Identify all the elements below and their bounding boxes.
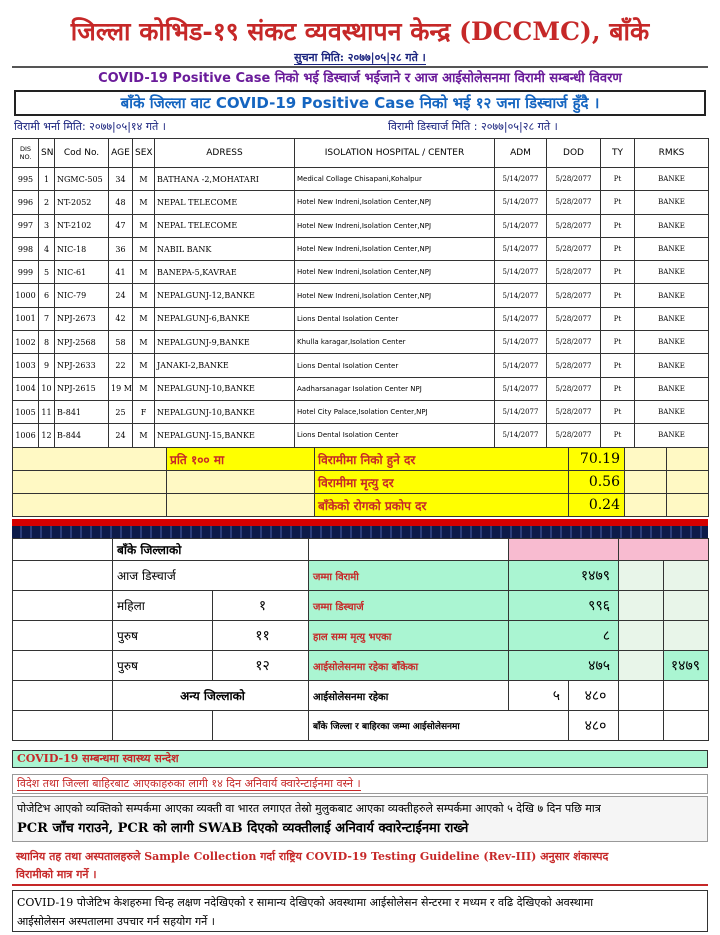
cell-dod-date: 5/28/2077 [547, 331, 601, 354]
cell-address: NEPALGUNJ-10,BANKE [155, 400, 295, 423]
cell-sex: M [133, 424, 155, 447]
summary-blank [309, 539, 509, 561]
cell-dis-no: 1004 [13, 377, 39, 400]
cell-isolation-center: Hotel City Palace,Isolation Center,NPJ [295, 400, 495, 423]
cell-type: Pt [601, 214, 635, 237]
male-total-label: पुरुष [113, 651, 213, 681]
cell-sex: M [133, 331, 155, 354]
cell-age: 42 [109, 307, 133, 330]
female-value: १ [213, 591, 309, 621]
stats-blank [667, 494, 709, 517]
cell-adm-date: 5/14/2077 [495, 191, 547, 214]
subtitle-discharge-details: COVID-19 Positive Case निको भई डिस्चार्ज भईजाने र आज आईसोलेसनमा विरामी सम्बन्धी विवरण [98, 71, 622, 86]
red-divider [12, 519, 708, 526]
stats-blank [167, 471, 315, 494]
cell-adm-date: 5/14/2077 [495, 168, 547, 191]
table-row [13, 400, 709, 423]
cell-sn: 5 [39, 261, 55, 284]
summary-table [12, 538, 709, 741]
cell-dis-no: 1002 [13, 331, 39, 354]
page-title: जिल्ला कोभिड-१९ संकट व्यवस्थापन केन्द्र (DCCMC), बाँके [70, 17, 650, 46]
cell-type: Pt [601, 331, 635, 354]
cell-code: NIC-18 [55, 237, 109, 260]
cell-address: JANAKI-2,BANKE [155, 354, 295, 377]
summary-blank [13, 651, 113, 681]
cell-type: Pt [601, 307, 635, 330]
cell-sex: F [133, 400, 155, 423]
cell-dis-no: 1003 [13, 354, 39, 377]
cell-dod-date: 5/28/2077 [547, 400, 601, 423]
summary-blank [664, 711, 709, 741]
cell-type: Pt [601, 191, 635, 214]
col-adm: ADM [495, 139, 547, 168]
summary-blank [619, 591, 664, 621]
summary-blank [13, 539, 113, 561]
cell-isolation-center: Hotel New Indreni,Isolation Center,NPJ [295, 237, 495, 260]
cell-remarks: BANKE [635, 168, 709, 191]
summary-blank [13, 711, 113, 741]
note-pcr-line1: पोजेटिभ आएको व्यक्तिको सम्पर्कमा आएका व्यक्ती वा भारत लगाएत तेस्रो मुलुकबाट आएका व्यक्तीहरुले सम्पर्कमा आएको ५ देखि ७ दिन पछि मात्र [17, 802, 601, 815]
stats-blank [625, 494, 667, 517]
note-treatment-line1: COVID-19 पोजेटिभ केशहरुमा चिन्ह लक्षण नदेखिएको र सामान्य देखिएको अवस्थामा आईसोलेसन सेन्टरमा र मध्यम र वढि देखिएको अवस्थामा [17, 896, 594, 909]
isolation-banke-label: आईसोलेसनमा रहेका बाँकेका [309, 651, 509, 681]
table-row [13, 377, 709, 400]
outbreak-rate-label: बाँकेको रोगको प्रकोप दर [315, 494, 569, 517]
rate-stats [12, 447, 709, 517]
stats-blank [167, 494, 315, 517]
cell-type: Pt [601, 377, 635, 400]
total-patients-value: १४७९ [509, 561, 619, 591]
summary-blank [509, 539, 619, 561]
summary-blank [619, 539, 709, 561]
cell-code: B-841 [55, 400, 109, 423]
cell-type: Pt [601, 168, 635, 191]
note-quarantine-text: विदेश तथा जिल्ला बाहिरबाट आएकाहरुका लागी १४ दिन अनिवार्य क्वारेन्टाईनमा वस्ने । [17, 777, 361, 790]
cell-age: 36 [109, 237, 133, 260]
discharge-table [12, 138, 709, 448]
cell-sn: 10 [39, 377, 55, 400]
cell-dod-date: 5/28/2077 [547, 307, 601, 330]
cell-sex: M [133, 261, 155, 284]
cell-sex: M [133, 168, 155, 191]
today-discharge-label: आज डिस्चार्ज [113, 561, 309, 591]
cell-sn: 11 [39, 400, 55, 423]
note-sample-line2: विरामीको मात्र गर्ने । [16, 868, 97, 881]
cell-type: Pt [601, 284, 635, 307]
total-discharge-label: जम्मा डिस्चार्ज [309, 591, 509, 621]
note-sample-collection [12, 846, 708, 886]
col-dod: DOD [547, 139, 601, 168]
cell-code: NPJ-2673 [55, 307, 109, 330]
admit-date: विरामी भर्ना मिति: २०७७|०५|१४ गते । [14, 120, 166, 133]
cell-type: Pt [601, 424, 635, 447]
cell-sn: 9 [39, 354, 55, 377]
cell-age: 58 [109, 331, 133, 354]
stats-blank [667, 471, 709, 494]
note-sample-line1: स्थानिय तह तथा अस्पतालहरुले Sample Collection गर्दा राष्ट्रिय COVID-19 Testing Guideline (Rev-III) अनुसार शंकास्पद [16, 850, 609, 863]
cell-address: NEPALGUNJ-15,BANKE [155, 424, 295, 447]
cell-adm-date: 5/14/2077 [495, 377, 547, 400]
cell-dis-no: 1006 [13, 424, 39, 447]
cell-code: NPJ-2568 [55, 331, 109, 354]
cell-sn: 1 [39, 168, 55, 191]
cell-code: NIC-79 [55, 284, 109, 307]
cell-address: NEPALGUNJ-10,BANKE [155, 377, 295, 400]
cell-remarks: BANKE [635, 284, 709, 307]
cell-age: 25 [109, 400, 133, 423]
outbreak-rate-value: 0.24 [569, 494, 625, 517]
cell-dis-no: 1005 [13, 400, 39, 423]
cell-dis-no: 998 [13, 237, 39, 260]
cell-dod-date: 5/28/2077 [547, 424, 601, 447]
cell-remarks: BANKE [635, 424, 709, 447]
cell-dod-date: 5/28/2077 [547, 354, 601, 377]
cell-sn: 6 [39, 284, 55, 307]
cell-address: BANEPA-5,KAVRAE [155, 261, 295, 284]
cell-dod-date: 5/28/2077 [547, 191, 601, 214]
summary-blank [664, 561, 709, 591]
banke-heading: बाँके जिल्लाको [113, 539, 309, 561]
notice-date [0, 50, 720, 65]
female-label: महिला [113, 591, 213, 621]
cell-address: NEPALGUNJ-12,BANKE [155, 284, 295, 307]
cell-remarks: BANKE [635, 354, 709, 377]
cell-dod-date: 5/28/2077 [547, 214, 601, 237]
cell-address: NEPALGUNJ-9,BANKE [155, 331, 295, 354]
per-hundred-label: प्रति १०० मा [167, 448, 315, 471]
total-discharge-value: ९९६ [509, 591, 619, 621]
cell-type: Pt [601, 400, 635, 423]
cell-dis-no: 1000 [13, 284, 39, 307]
deaths-value: ८ [509, 621, 619, 651]
table-row [13, 354, 709, 377]
summary-blank [13, 591, 113, 621]
col-ty: TY [601, 139, 635, 168]
cell-adm-date: 5/14/2077 [495, 237, 547, 260]
summary-blank [13, 621, 113, 651]
col-code: Cod No. [55, 139, 109, 168]
summary-blank [619, 681, 664, 711]
stats-blank [13, 448, 167, 471]
isolation-label: आईसोलेसनमा रहेका [309, 681, 509, 711]
cell-code: NGMC-505 [55, 168, 109, 191]
cell-sex: M [133, 214, 155, 237]
cell-sn: 7 [39, 307, 55, 330]
cell-age: 24 [109, 284, 133, 307]
cell-age: 22 [109, 354, 133, 377]
stats-blank [13, 494, 167, 517]
male-total-value: १२ [213, 651, 309, 681]
note-treatment [12, 890, 708, 932]
cell-age: 47 [109, 214, 133, 237]
summary-blank [664, 621, 709, 651]
cell-adm-date: 5/14/2077 [495, 400, 547, 423]
cell-isolation-center: Hotel New Indreni,Isolation Center,NPJ [295, 284, 495, 307]
cell-isolation-center: Hotel New Indreni,Isolation Center,NPJ [295, 191, 495, 214]
cell-dis-no: 995 [13, 168, 39, 191]
total-patients-label: जम्मा विरामी [309, 561, 509, 591]
cell-remarks: BANKE [635, 191, 709, 214]
cell-adm-date: 5/14/2077 [495, 424, 547, 447]
cell-code: NPJ-2633 [55, 354, 109, 377]
cell-adm-date: 5/14/2077 [495, 331, 547, 354]
death-rate-label: विरामीमा मृत्यु दर [315, 471, 569, 494]
summary-blank [213, 711, 309, 741]
col-rmks: RMKS [635, 139, 709, 168]
cell-code: NT-2052 [55, 191, 109, 214]
cell-isolation-center: Hotel New Indreni,Isolation Center,NPJ [295, 261, 495, 284]
cell-code: NT-2102 [55, 214, 109, 237]
cell-remarks: BANKE [635, 331, 709, 354]
note-quarantine [12, 774, 708, 794]
cell-isolation-center: Khulla karagar,Isolation Center [295, 331, 495, 354]
col-sex: SEX [133, 139, 155, 168]
cell-adm-date: 5/14/2077 [495, 307, 547, 330]
cell-age: 34 [109, 168, 133, 191]
table-row [13, 424, 709, 447]
cell-sex: M [133, 237, 155, 260]
col-dis-no: DIS NO. [13, 139, 39, 168]
discharge-date: विरामी डिस्चार्ज मिति : २०७७|०५|२८ गते । [388, 120, 558, 133]
cell-sex: M [133, 284, 155, 307]
cell-address: NABIL BANK [155, 237, 295, 260]
summary-blank [619, 711, 664, 741]
cell-dod-date: 5/28/2077 [547, 261, 601, 284]
cell-type: Pt [601, 354, 635, 377]
grand-total-value: १४७९ [664, 651, 709, 681]
cell-dis-no: 996 [13, 191, 39, 214]
cell-isolation-center: Aadharsanagar Isolation Center NPJ [295, 377, 495, 400]
cell-sn: 8 [39, 331, 55, 354]
table-row [13, 331, 709, 354]
table-row [13, 214, 709, 237]
cell-remarks: BANKE [635, 214, 709, 237]
summary-blank [619, 651, 664, 681]
male-label: पुरुष [113, 621, 213, 651]
cell-age: 19 M [109, 377, 133, 400]
cell-remarks: BANKE [635, 400, 709, 423]
cell-dis-no: 997 [13, 214, 39, 237]
summary-blank [619, 561, 664, 591]
isolation-total-value: ४८० [569, 711, 619, 741]
stats-blank [625, 448, 667, 471]
cell-age: 41 [109, 261, 133, 284]
summary-blank [664, 591, 709, 621]
cell-dod-date: 5/28/2077 [547, 377, 601, 400]
cell-sex: M [133, 377, 155, 400]
cell-dod-date: 5/28/2077 [547, 237, 601, 260]
col-address: ADRESS [155, 139, 295, 168]
isolation-banke-value: ४७५ [509, 651, 619, 681]
summary-blank [113, 711, 213, 741]
table-header [13, 139, 709, 168]
cell-dis-no: 1001 [13, 307, 39, 330]
cell-isolation-center: Lions Dental Isolation Center [295, 354, 495, 377]
isolation-value: ४८० [569, 681, 619, 711]
navy-divider [12, 526, 708, 538]
cell-adm-date: 5/14/2077 [495, 214, 547, 237]
cell-sn: 2 [39, 191, 55, 214]
table-row [13, 191, 709, 214]
cell-address: NEPALGUNJ-6,BANKE [155, 307, 295, 330]
cell-code: NIC-61 [55, 261, 109, 284]
cell-isolation-center: Medical Collage Chisapani,Kohalpur [295, 168, 495, 191]
subtitle-discharge-count: बाँके जिल्ला वाट COVID-19 Positive Case निको भई १२ जना डिस्चार्ज हुँदै । [14, 90, 706, 116]
cell-address: NEPAL TELECOME [155, 191, 295, 214]
cell-remarks: BANKE [635, 237, 709, 260]
cell-adm-date: 5/14/2077 [495, 284, 547, 307]
cell-isolation-center: Lions Dental Isolation Center [295, 424, 495, 447]
stats-blank [667, 448, 709, 471]
summary-blank [13, 681, 113, 711]
cell-dis-no: 999 [13, 261, 39, 284]
cell-code: NPJ-2615 [55, 377, 109, 400]
cell-type: Pt [601, 261, 635, 284]
recovery-rate-value: 70.19 [569, 448, 625, 471]
cell-sn: 12 [39, 424, 55, 447]
recovery-rate-label: विरामीमा निको हुने दर [315, 448, 569, 471]
cell-address: BATHANA -2,MOHATARI [155, 168, 295, 191]
cell-address: NEPAL TELECOME [155, 214, 295, 237]
death-rate-value: 0.56 [569, 471, 625, 494]
cell-age: 48 [109, 191, 133, 214]
health-message-heading: COVID-19 सम्बन्धमा स्वास्थ्य सन्देश [12, 750, 708, 768]
col-isolation: ISOLATION HOSPITAL / CENTER [295, 139, 495, 168]
cell-sex: M [133, 307, 155, 330]
table-row [13, 284, 709, 307]
table-row [13, 261, 709, 284]
cell-dod-date: 5/28/2077 [547, 284, 601, 307]
cell-isolation-center: Lions Dental Isolation Center [295, 307, 495, 330]
cell-remarks: BANKE [635, 261, 709, 284]
isolation-total-label: बाँके जिल्ला र बाहिरका जम्मा आईसोलेसनमा [309, 711, 569, 741]
table-row [13, 237, 709, 260]
summary-blank [664, 681, 709, 711]
table-row [13, 168, 709, 191]
note-treatment-line2: आईसोलेसन अस्पतालमा उपचार गर्न सहयोग गर्ने । [17, 915, 215, 928]
col-age: AGE [109, 139, 133, 168]
cell-code: B-844 [55, 424, 109, 447]
other-district-label: अन्य जिल्लाको [113, 681, 309, 711]
table-row [13, 307, 709, 330]
cell-sn: 3 [39, 214, 55, 237]
summary-blank [619, 621, 664, 651]
cell-age: 24 [109, 424, 133, 447]
cell-type: Pt [601, 237, 635, 260]
cell-dod-date: 5/28/2077 [547, 168, 601, 191]
cell-isolation-center: Hotel New Indreni,Isolation Center,NPJ [295, 214, 495, 237]
stats-blank [13, 471, 167, 494]
col-sn: SN [39, 139, 55, 168]
isolation-other-value: ५ [509, 681, 569, 711]
cell-adm-date: 5/14/2077 [495, 261, 547, 284]
cell-sn: 4 [39, 237, 55, 260]
cell-remarks: BANKE [635, 307, 709, 330]
cell-sex: M [133, 191, 155, 214]
cell-remarks: BANKE [635, 377, 709, 400]
stats-blank [625, 471, 667, 494]
note-pcr [12, 796, 708, 842]
note-pcr-line2: PCR जाँच गराउने, PCR को लागी SWAB दिएको व्यक्तीलाई अनिवार्य क्वारेन्टाईनमा राख्ने [17, 821, 469, 836]
cell-sex: M [133, 354, 155, 377]
summary-blank [13, 561, 113, 591]
deaths-label: हाल सम्म मृत्यु भएका [309, 621, 509, 651]
notice-date-text: सुचना मिति: २०७७|०५|२८ गते । [294, 51, 426, 64]
cell-adm-date: 5/14/2077 [495, 354, 547, 377]
male-value: ११ [213, 621, 309, 651]
